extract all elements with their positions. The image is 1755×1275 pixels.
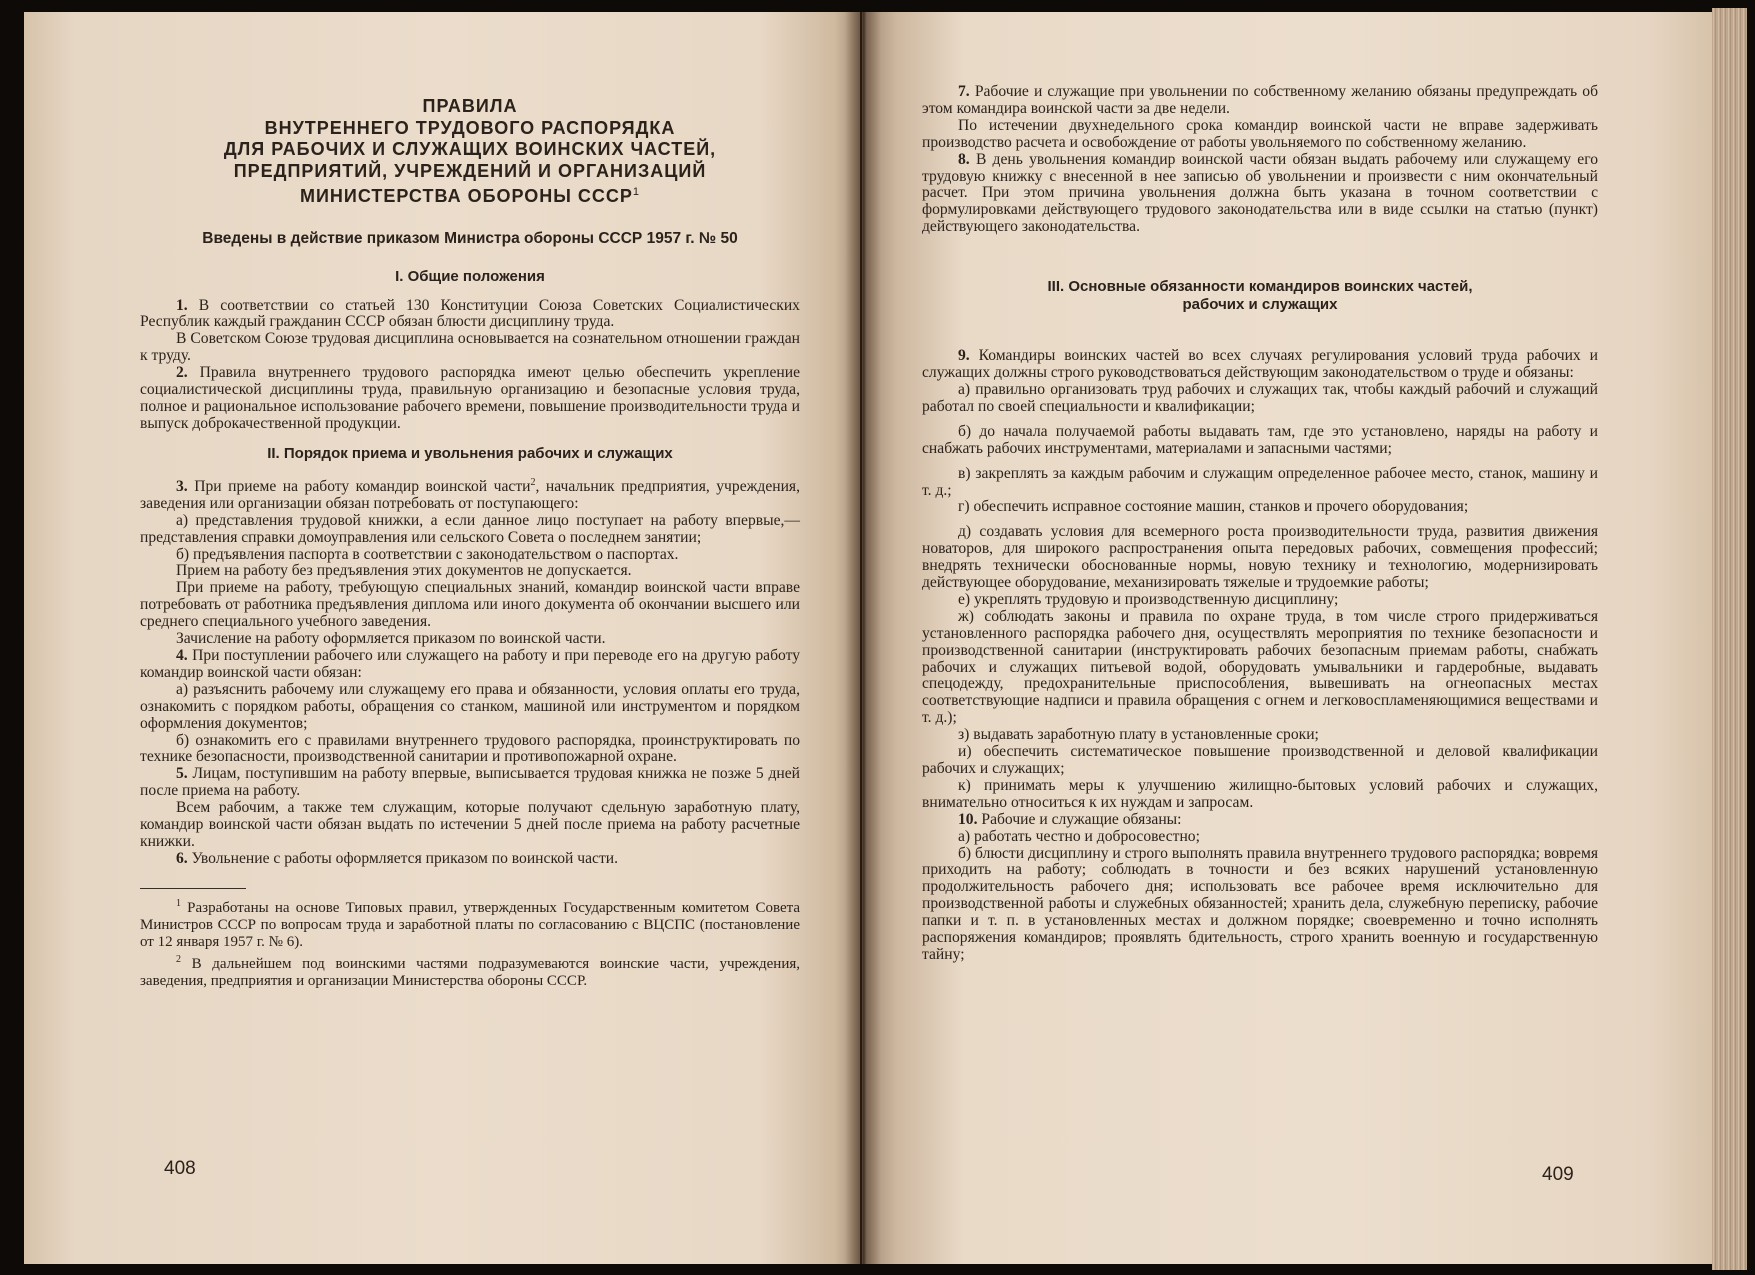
paragraph: По истечении двухнедельного срока командир воинской части не вправе задерживать производство расчета и освобождение от работы увольняемого по собственному желанию. bbox=[922, 116, 1598, 151]
paragraph-text: Рабочие и служащие обязаны: bbox=[981, 810, 1182, 828]
paragraph-text: В день увольнения командир воинской части обязан выдать рабочему или служащему его трудовую книжку с внесенной в нее записью об увольнении и произвести с ним окончательный расчет. При этом причина увольнения должна быть указана в точном соответствии с формулировками действующего трудового законодательства или в виде ссылки на статью (пункт) действующего законодательства. bbox=[922, 150, 1599, 236]
paragraph-3 bbox=[140, 475, 800, 513]
list-item: а) правильно организовать труд рабочих и служащих так, чтобы каждый рабочий и служащий работал по своей специальности и квалификации; bbox=[922, 380, 1598, 415]
title-footnote-mark: 1 bbox=[632, 186, 641, 198]
section-heading: II. Порядок приема и увольнения рабочих и служащих bbox=[267, 444, 673, 462]
title-line: ПРАВИЛА bbox=[422, 96, 518, 116]
paragraph-text: Увольнение с работы оформляется приказом по воинской части. bbox=[191, 849, 619, 867]
page-number: 409 bbox=[1542, 1164, 1574, 1185]
document-title bbox=[140, 96, 800, 208]
paragraph-text: В соответствии со статьей 130 Конституции Союза Советских Социалистических Республик каждый гражданин СССР обязан блюсти дисциплину труда. bbox=[140, 296, 800, 331]
list-item: а) работать честно и добросовестно; bbox=[958, 827, 1200, 845]
footnote-1 bbox=[140, 895, 800, 951]
section-heading-line: III. Основные обязанности командиров воинских частей, bbox=[1047, 278, 1473, 296]
paragraph-number: 10. bbox=[958, 810, 978, 828]
paragraph-text: Командиры воинских частей во всех случаях регулирования условий труда рабочих и служащих должны строго руководствоваться действующим законодательством о труде и обязаны: bbox=[922, 347, 1598, 382]
footnote-text: Разработаны на основе Типовых правил, утвержденных Государственным комитетом Совета Министров СССР по вопросам труда и заработной платы по согласованию с ВЦСПС (постановление от 12 января 1957 г. № 6). bbox=[140, 899, 801, 950]
list-item: г) обеспечить исправное состояние машин, станков и прочего оборудования; bbox=[958, 498, 1469, 516]
right-page bbox=[862, 12, 1718, 1264]
title-line: ДЛЯ РАБОЧИХ И СЛУЖАЩИХ ВОИНСКИХ ЧАСТЕЙ, bbox=[223, 139, 717, 159]
list-item: б) ознакомить его с правилами внутреннего трудового распорядка, проинструктировать по технике безопасности, производственной санитарии и противопожарной охране. bbox=[140, 731, 800, 766]
section-heading-line: рабочих и служащих bbox=[1182, 296, 1338, 314]
footnote-mark: 1 bbox=[176, 897, 181, 909]
paragraph: Прием на работу без предъявления этих документов не допускается. bbox=[176, 562, 632, 580]
paragraph: Зачисление на работу оформляется приказом по воинской части. bbox=[176, 630, 606, 648]
list-item: б) до начала получаемой работы выдавать там, где это установлено, наряды на работу и снабжать рабочих инструментами, материалами и запасными частями; bbox=[922, 422, 1598, 457]
list-item: д) создавать условия для всемерного роста производительности труда, развития движения новаторов, для широкого распространения опыта передовых рабочих, совмещения профессий; внедрять технически обоснованные нормы, новую технику и технологию, модернизировать действующее оборудование, механизировать тяжелые и трудоемкие работы; bbox=[922, 523, 1598, 592]
paragraph-number: 2. bbox=[176, 364, 188, 382]
paragraph-text: , начальник предприятия, учреждения, заведения или организации обязан потребовать от поступающего: bbox=[140, 477, 801, 512]
list-item: з) выдавать заработную плату в установленные сроки; bbox=[958, 726, 1319, 744]
paragraph: При приеме на работу, требующую специальных знаний, командир воинской части вправе потребовать от работника предъявления диплома или иного документа об окончании высшего или среднего специального учебного заведения. bbox=[140, 579, 800, 631]
paragraph-number: 1. bbox=[176, 296, 188, 314]
left-page bbox=[24, 12, 860, 1264]
paragraph-text: При поступлении рабочего или служащего на работу и при переводе его на другую работу командир воинской части обязан: bbox=[140, 647, 800, 681]
footnote-divider bbox=[140, 888, 246, 889]
paragraph-8 bbox=[922, 152, 1598, 237]
list-item: к) принимать меры к улучшению жилищно-бытовых условий рабочих и служащих, внимательно относиться к их нуждам и запросам. bbox=[922, 776, 1598, 811]
section-heading bbox=[922, 278, 1598, 314]
list-item: а) разъяснить рабочему или служащему его права и обязанности, условия оплаты его труда, ознакомить с порядком работы, обращения со станком, машиной или инструментом и порядком оформления документов; bbox=[140, 680, 800, 732]
footnote-mark: 2 bbox=[176, 953, 181, 965]
paragraph-text: Рабочие и служащие при увольнении по собственному желанию обязаны предупреждать об этом командира воинской части за две недели. bbox=[922, 83, 1598, 117]
list-item: в) закреплять за каждым рабочим и служащим определенное рабочее место, станок, машину и т. д.; bbox=[922, 464, 1598, 499]
paragraph-1 bbox=[140, 298, 800, 332]
paragraph-number: 7. bbox=[958, 83, 970, 100]
decree-line: Введены в действие приказом Министра обороны СССР 1957 г. № 50 bbox=[202, 229, 738, 247]
paragraph: Всем рабочим, а также тем служащим, которые получают сдельную заработную плату, командир воинской части обязан выдать по истечении 5 дней после приема на работу расчетные книжки. bbox=[140, 799, 800, 850]
book-spine-shadow bbox=[845, 12, 881, 1264]
footnote-text: В дальнейшем под воинскими частями подразумеваются воинские части, учреждения, заведения, предприятия и организации Министерства обороны СССР. bbox=[140, 955, 801, 989]
paragraph-9 bbox=[922, 348, 1598, 382]
paragraph-2 bbox=[140, 365, 800, 433]
paragraph-number: 4. bbox=[176, 647, 188, 664]
paragraph-10 bbox=[922, 812, 1598, 829]
paragraph-number: 3. bbox=[176, 477, 188, 495]
paragraph-text: При приеме на работу командир воинской части bbox=[194, 477, 531, 495]
title-line: ВНУТРЕННЕГО ТРУДОВОГО РАСПОРЯДКА bbox=[264, 117, 676, 138]
footnote-mark: 2 bbox=[530, 476, 536, 488]
title-line: ПРЕДПРИЯТИЙ, УЧРЕЖДЕНИЙ И ОРГАНИЗАЦИЙ bbox=[233, 160, 707, 181]
paragraph: В Советском Союзе трудовая дисциплина основывается на сознательном отношении граждан к труду. bbox=[140, 330, 800, 365]
paragraph-text: Лицам, поступившим на работу впервые, выписывается трудовая книжка не позже 5 дней после приема на работу. bbox=[140, 765, 800, 800]
paragraph-5 bbox=[140, 766, 800, 800]
page-number: 408 bbox=[164, 1158, 196, 1179]
paragraph-number: 9. bbox=[958, 347, 970, 365]
paragraph-number: 8. bbox=[958, 150, 970, 168]
paragraph-7 bbox=[922, 84, 1598, 118]
paragraph-4 bbox=[140, 648, 800, 682]
list-item: а) представления трудовой книжки, а если данное лицо поступает на работу впервые,— представления справки домоуправления или сельского Совета о последнем занятии; bbox=[140, 511, 800, 546]
section-heading: I. Общие положения bbox=[395, 267, 545, 285]
page-edges bbox=[1712, 8, 1747, 1270]
paragraph-number: 6. bbox=[176, 849, 188, 867]
title-line bbox=[140, 182, 800, 208]
paragraph-text: Правила внутреннего трудового распорядка имеют целью обеспечить укрепление социалистической дисциплины труда, правильную организацию и безопасные условия труда, полное и рациональное использование рабочего времени, повышение производительности труда и выпуск доброкачественной продукции. bbox=[140, 364, 800, 432]
paragraph-6 bbox=[140, 851, 800, 868]
paragraph-number: 5. bbox=[176, 765, 188, 783]
title-line-text: МИНИСТЕРСТВА ОБОРОНЫ СССР bbox=[299, 186, 633, 206]
list-item: б) предъявления паспорта в соответствии с законодательством о паспортах. bbox=[176, 545, 679, 563]
list-item: б) блюсти дисциплину и строго выполнять правила внутреннего трудового распорядка; вовремя приходить на работу; соблюдать в точности и без всяких нарушений установленную продолжительность рабочего дня; использовать все рабочее время исключительно для производственной работы и служебных обязанностей; хранить дела, служебную переписку, рабочие папки и т. п. в установленных местах и должном порядке; своевременно и точно исполнять распоряжения командиров; проявлять бдительность, строго хранить военную и государственную тайну; bbox=[922, 844, 1598, 963]
list-item: е) укреплять трудовую и производственную дисциплину; bbox=[958, 590, 1339, 608]
list-item: ж) соблюдать законы и правила по охране труда, в том числе строго придерживаться установленного распорядка рабочего дня, осуществлять мероприятия по технике безопасности и производственной санитарии (инструктировать рабочих безопасным приемам работы, снабжать рабочих и служащих питьевой водой, оборудовать умывальники и гардеробные, выдавать спецодежду, предохранительные приспособления, вывешивать на огнеопасных местах соответствующие надписи и правила обращения с огнем и легковоспламеняющимися веществами и т. д.); bbox=[922, 607, 1598, 727]
footnote-2 bbox=[140, 951, 800, 990]
list-item: и) обеспечить систематическое повышение производственной и деловой квалификации рабочих и служащих; bbox=[922, 743, 1598, 777]
